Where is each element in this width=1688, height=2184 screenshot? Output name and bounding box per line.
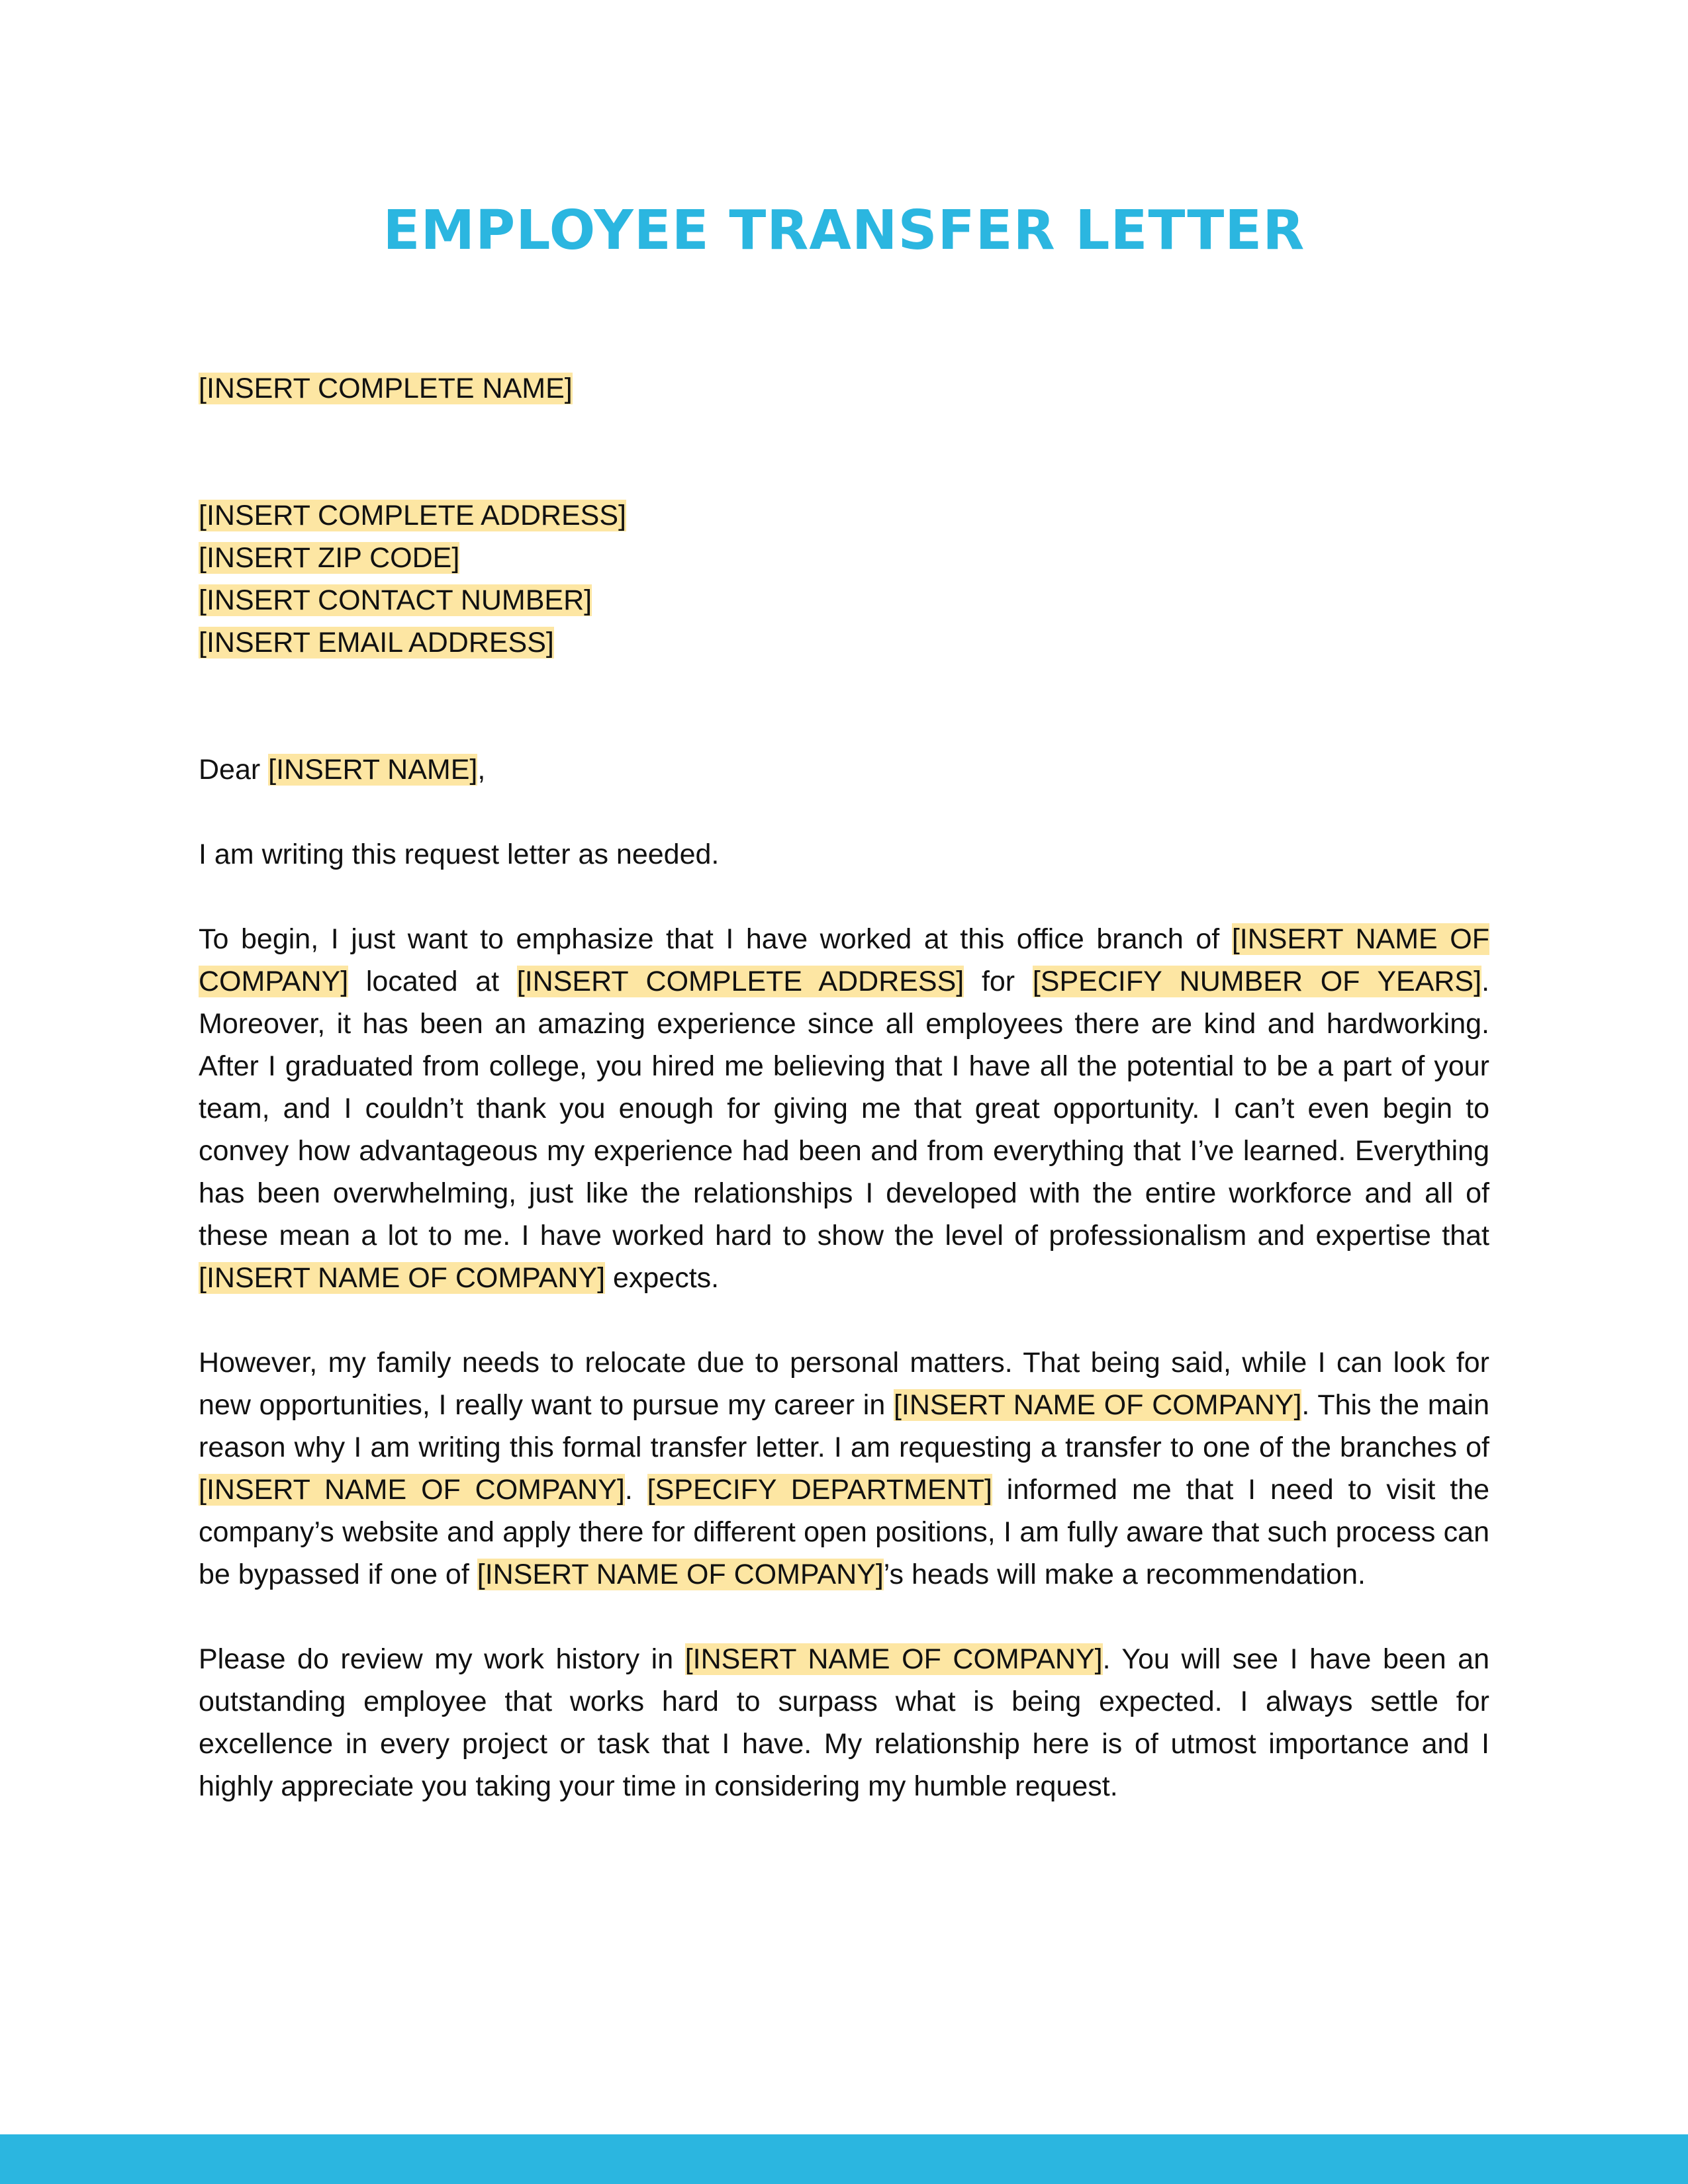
p1-text-3: for (964, 966, 1033, 997)
recipient-name-placeholder: [INSERT NAME] (268, 754, 478, 786)
sender-address-placeholder: [INSERT COMPLETE ADDRESS] (199, 500, 626, 531)
letter-body (199, 367, 1489, 1807)
p2-company-placeholder-2: [INSERT NAME OF COMPANY] (199, 1474, 625, 1506)
document-title: EMPLOYEE TRANSFER LETTER (383, 199, 1305, 262)
p2-text-5: ’s heads will make a recommendation. (883, 1559, 1366, 1590)
p2-text-2: . This the main reason why I am writing this formal transfer letter. I am requesting a transfer to one of the branches of (199, 1389, 1490, 1463)
salutation-punctuation: , (477, 754, 486, 786)
p2-text-3: . (624, 1474, 647, 1506)
p2-department-placeholder: [SPECIFY DEPARTMENT] (647, 1474, 992, 1506)
sender-contact-placeholder: [INSERT CONTACT NUMBER] (199, 584, 592, 616)
p1-company-placeholder-1: [INSERT NAME OF COMPANY] (199, 923, 1489, 997)
paragraph-3 (199, 1638, 1489, 1807)
p1-text-1: To begin, I just want to emphasize that I have worked at this office branch of (199, 923, 1232, 955)
sender-name-line (199, 367, 1489, 410)
p3-company-placeholder: [INSERT NAME OF COMPANY] (684, 1643, 1103, 1675)
p3-text-1: Please do review my work history in (199, 1643, 685, 1675)
p1-text-5: expects. (605, 1262, 720, 1294)
sender-address-line (199, 494, 1489, 537)
sender-name-placeholder: [INSERT COMPLETE NAME] (199, 373, 573, 404)
p2-company-placeholder-3: [INSERT NAME OF COMPANY] (477, 1559, 884, 1590)
salutation-greeting: Dear (199, 754, 261, 786)
p2-company-placeholder-1: [INSERT NAME OF COMPANY] (893, 1389, 1302, 1421)
sender-zip-placeholder: [INSERT ZIP CODE] (199, 542, 460, 574)
salutation (199, 749, 1489, 791)
sender-email-placeholder: [INSERT EMAIL ADDRESS] (199, 627, 554, 659)
sender-contact-line (199, 579, 1489, 621)
p1-text-4: . Moreover, it has been an amazing experience since all employees there are kind and hardworking. After I graduated from college, you hired me believing that I have all the potential to be a part of your team, and I couldn’t thank you enough for giving me that great opportunity. I can’t even begin to convey how advantageous my experience had been and from everything that I’ve learned. Everything has been overwhelming, just like the relationships I developed with the entire workforce and all of these mean a lot to me. I have worked hard to show the level of professionalism and expertise that (199, 966, 1490, 1251)
sender-zip-line (199, 537, 1489, 579)
p2-text-4: informed me that I need to visit the company’s website and apply there for different open positions, I am fully aware that such process can be bypassed if one of (199, 1474, 1489, 1590)
footer-accent-bar (0, 2134, 1688, 2184)
sender-name-block (199, 367, 1489, 410)
p2-text-1: However, my family needs to relocate due to personal matters. That being said, while I can look for new opportunities, I really want to pursue my career in (199, 1347, 1489, 1421)
intro-line: I am writing this request letter as needed. (199, 839, 720, 870)
paragraph-2 (199, 1342, 1489, 1596)
sender-email-line (199, 621, 1489, 664)
p1-address-placeholder: [INSERT COMPLETE ADDRESS] (516, 966, 964, 997)
p1-text-2: located at (348, 966, 517, 997)
paragraph-1 (199, 918, 1489, 1299)
p1-company-placeholder-2: [INSERT NAME OF COMPANY] (199, 1262, 606, 1294)
sender-address-block (199, 494, 1489, 664)
p1-years-placeholder: [SPECIFY NUMBER OF YEARS] (1032, 966, 1482, 997)
p3-text-2: . You will see I have been an outstanding employee that works hard to surpass what is being expected. I always settle for excellence in every project or task that I have. My relationship here is of utmost importance and I highly appreciate you taking your time in considering my humble request. (199, 1643, 1489, 1802)
